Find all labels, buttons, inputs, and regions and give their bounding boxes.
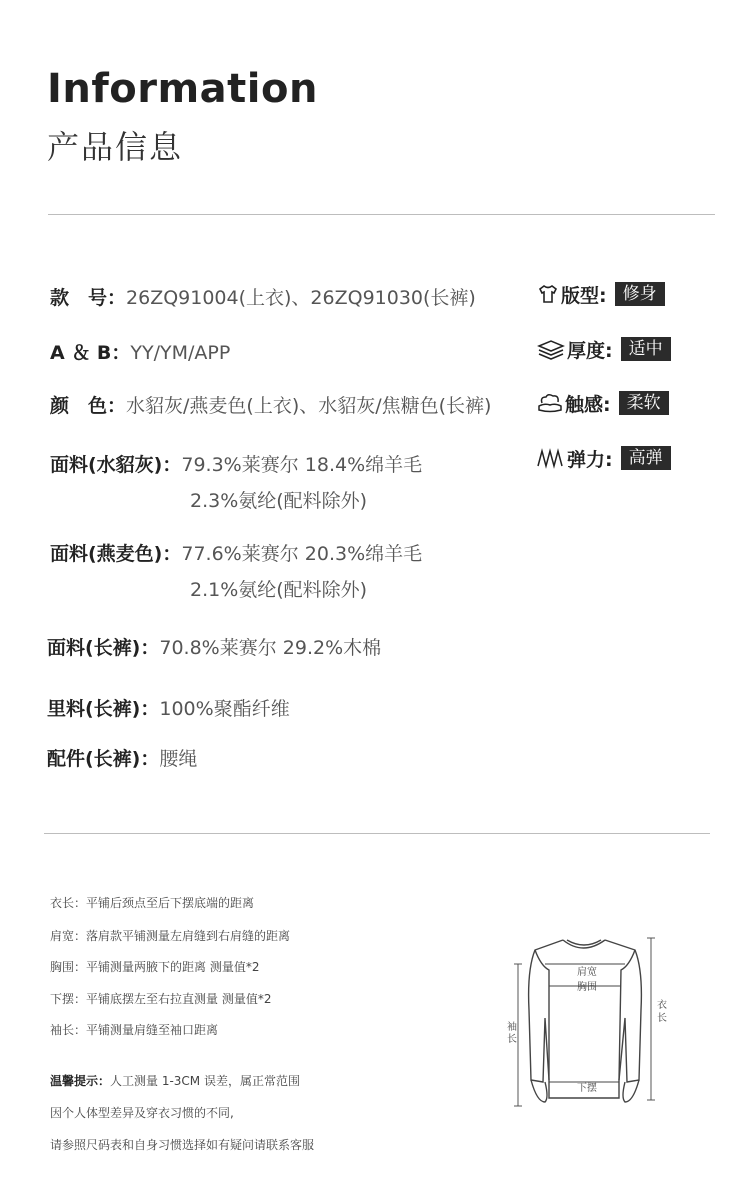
attr-elasticity <box>537 445 671 471</box>
note-hem <box>50 990 271 1007</box>
tips-line3: 请参照尺码表和自身习惯选择如有疑问请联系客服 <box>50 1138 315 1152</box>
spec-fabric-gray <box>50 450 422 477</box>
diagram-label-hem: 下摆 <box>577 1083 597 1094</box>
tips-label: 温馨提示： <box>50 1074 111 1088</box>
middle-divider <box>44 833 710 834</box>
attr-label: 厚度: <box>567 339 613 362</box>
spec-label: 颜 色： <box>50 395 127 417</box>
tips-text: 人工测量 1-3CM 误差，属正常范围 <box>110 1074 300 1088</box>
spec-value: 26ZQ91004(上衣)、26ZQ91030(长裤) <box>126 287 476 309</box>
tshirt-icon <box>537 283 559 305</box>
spec-value: 水貂灰/燕麦色(上衣)、水貂灰/焦糖色(长裤) <box>126 395 492 417</box>
attr-touch <box>537 390 669 416</box>
note-label: 肩宽： <box>50 929 87 943</box>
note-text: 平铺后颈点至后下摆底端的距离 <box>86 896 255 910</box>
tips-line1 <box>50 1072 300 1089</box>
spec-ab <box>50 338 230 365</box>
attr-label: 弹力: <box>567 448 613 471</box>
note-label: 袖长： <box>50 1023 87 1037</box>
spec-value: YY/YM/APP <box>130 342 231 364</box>
spec-label: 面料(燕麦色)： <box>50 543 182 565</box>
note-sleeve <box>50 1021 218 1038</box>
page-title-cn: 产品信息 <box>47 128 184 166</box>
spec-fabric-oat <box>50 539 422 566</box>
attr-thickness <box>537 336 671 362</box>
cloud-hand-icon <box>537 392 563 414</box>
note-length <box>50 894 254 911</box>
note-shoulder <box>50 927 290 944</box>
attr-badge: 高弹 <box>621 446 671 470</box>
spec-style-no <box>50 283 476 310</box>
spec-label: 里料(长裤)： <box>47 698 160 720</box>
spec-value: 腰绳 <box>159 748 198 770</box>
attr-badge: 适中 <box>621 337 671 361</box>
tips-line2: 因个人体型差异及穿衣习惯的不同, <box>50 1106 234 1120</box>
layers-icon <box>537 338 565 360</box>
note-text: 平铺底摆左至右拉直测量 测量值*2 <box>86 992 272 1006</box>
spec-value: 77.6%莱赛尔 20.3%绵羊毛 <box>181 543 423 565</box>
attr-label: 版型: <box>561 284 607 307</box>
spec-label: 款 号： <box>50 287 127 309</box>
spec-value: 79.3%莱赛尔 18.4%绵羊毛 <box>181 454 423 476</box>
note-chest <box>50 958 259 975</box>
note-text: 平铺测量两腋下的距离 测量值*2 <box>86 960 260 974</box>
diagram-label-length-1: 衣 <box>657 1000 667 1011</box>
note-text: 平铺测量肩缝至袖口距离 <box>86 1023 219 1037</box>
attr-fit <box>537 281 665 307</box>
attr-label: 触感: <box>565 393 611 416</box>
top-divider <box>48 214 715 215</box>
spec-label: 配件(长裤)： <box>47 748 160 770</box>
diagram-label-shoulder: 肩宽 <box>577 967 597 978</box>
note-label: 下摆： <box>50 992 87 1006</box>
spec-accessory-pants <box>47 744 197 771</box>
spring-icon <box>537 447 565 469</box>
attr-badge: 修身 <box>615 282 665 306</box>
sweater-measure-diagram <box>505 930 685 1115</box>
spec-label: 面料(长裤)： <box>47 637 160 659</box>
spec-label: 面料(水貂灰)： <box>50 454 182 476</box>
spec-fabric-oat-line2: 2.1%氨纶(配料除外) <box>190 579 368 601</box>
spec-value: 70.8%莱赛尔 29.2%木棉 <box>159 637 382 659</box>
spec-color <box>50 391 491 418</box>
note-text: 落肩款平铺测量左肩缝到右肩缝的距离 <box>86 929 291 943</box>
spec-fabric-gray-line2: 2.3%氨纶(配料除外) <box>190 490 368 512</box>
diagram-label-sleeve-2: 长 <box>507 1034 517 1045</box>
page-title-en: Information <box>47 66 318 112</box>
spec-label: A ＆ B： <box>50 342 131 364</box>
diagram-label-length-2: 长 <box>657 1013 667 1024</box>
spec-lining-pants <box>47 694 290 721</box>
attr-badge: 柔软 <box>619 391 669 415</box>
note-label: 衣长： <box>50 896 87 910</box>
diagram-label-sleeve-1: 袖 <box>507 1022 517 1033</box>
spec-fabric-pants <box>47 633 381 660</box>
note-label: 胸围： <box>50 960 87 974</box>
spec-value: 100%聚酯纤维 <box>159 698 290 720</box>
diagram-label-chest: 胸围 <box>577 982 597 993</box>
